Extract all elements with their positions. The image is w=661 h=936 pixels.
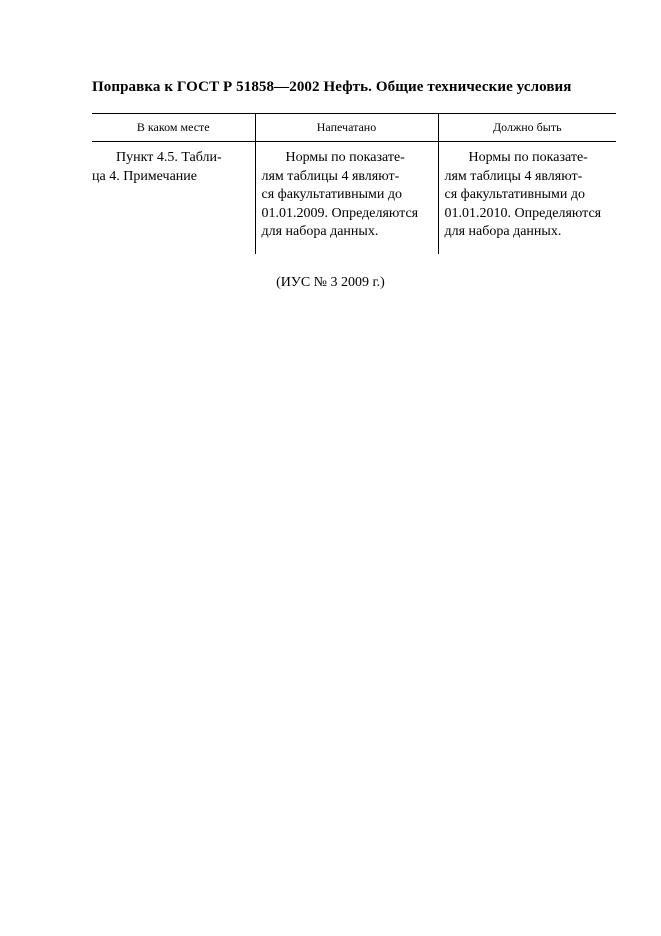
header-should-be: Должно быть — [438, 114, 616, 142]
cell-should-be — [438, 142, 616, 255]
cell-line: Пункт 4.5. Табли- — [116, 150, 222, 165]
table-row — [92, 142, 616, 255]
cell-line: ца 4. Примечание — [92, 168, 197, 184]
header-printed: Напечатано — [255, 114, 438, 142]
correction-table — [92, 113, 616, 254]
cell-line: для набора данных. — [261, 224, 379, 239]
cell-line: для набора данных. — [444, 224, 562, 239]
table-header-row — [92, 114, 616, 142]
cell-line: ся факультативными до — [261, 187, 402, 202]
cell-line: лям таблицы 4 являют- — [444, 168, 583, 184]
source-reference: (ИУС № 3 2009 г.) — [276, 275, 385, 290]
cell-line: 01.01.2009. Определяются — [261, 205, 419, 221]
cell-line: 01.01.2010. Определяются — [444, 205, 602, 221]
cell-line: Нормы по показате- — [285, 150, 405, 165]
header-place: В каком месте — [92, 114, 255, 142]
cell-line: Нормы по показате- — [468, 150, 588, 165]
cell-printed — [255, 142, 438, 255]
cell-line: лям таблицы 4 являют- — [261, 168, 400, 184]
document-title: Поправка к ГОСТ Р 51858—2002 Нефть. Общие технические условия — [92, 79, 572, 95]
cell-line: ся факультативными до — [444, 187, 585, 202]
cell-place — [92, 142, 255, 255]
